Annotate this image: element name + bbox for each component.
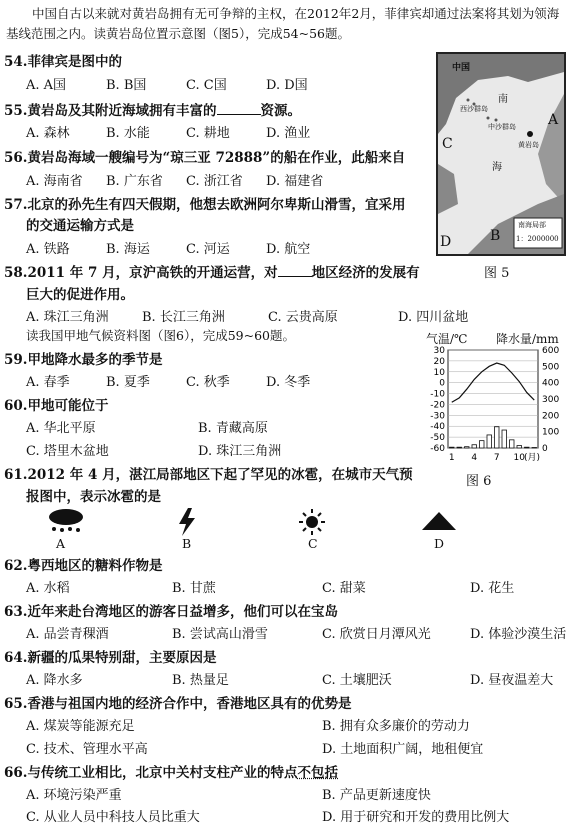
precip-bar	[480, 441, 485, 448]
options-60-row2: C. 塔里木盆地 D. 珠江三角洲	[26, 444, 282, 459]
options-63: A. 品尝青稞酒 B. 尝试高山滑雪 C. 欣赏日月潭风光 D. 体验沙漠生活	[26, 627, 567, 642]
month-tick-label: 1	[448, 453, 455, 463]
precip-bar	[457, 447, 462, 448]
question-58-line2: 巨大的促进作用。	[26, 287, 134, 303]
map-label-china: 中国	[452, 63, 471, 73]
precip-bar	[487, 435, 492, 448]
climate-plot	[418, 344, 574, 470]
month-tick-label: 4	[471, 453, 478, 463]
precip-bar	[495, 427, 500, 448]
precip-tick-label: 100	[542, 427, 560, 438]
options-58: A. 珠江三角洲 B. 长江三角洲 C. 云贵高原 D. 四川盆地	[26, 310, 469, 325]
precip-bar	[450, 447, 455, 448]
question-57-line2: 的交通运输方式是	[26, 218, 134, 234]
temp-tick-label: -30	[430, 411, 445, 422]
precip-tick-label: 0	[542, 444, 548, 454]
question-63: 63.近年来赴台湾地区的游客日益增多，他们可以在宝岛	[4, 604, 338, 620]
temp-tick-label: -40	[430, 422, 445, 433]
question-65: 65.香港与祖国内地的经济合作中，香港地区具有的优势是	[4, 696, 352, 712]
map-label-d: D	[440, 234, 452, 250]
lightning-icon	[176, 508, 198, 536]
options-55: A. 森林 B. 水能 C. 耕地 D. 渔业	[26, 126, 311, 141]
climate-left-title: 气温/℃	[426, 332, 468, 346]
precip-bar	[525, 447, 530, 448]
map-label-a: A	[548, 112, 559, 128]
precip-tick-label: 400	[542, 378, 560, 389]
question-54: 54.菲律宾是图中的	[4, 54, 122, 70]
options-59: A. 春季 B. 夏季 C. 秋季 D. 冬季	[26, 375, 311, 390]
map-label-c: C	[442, 136, 453, 152]
temp-tick-label: -20	[430, 400, 445, 411]
temp-tick-label: 10	[433, 367, 445, 378]
question-61-line2: 报图中，表示冰雹的是	[26, 489, 161, 505]
question-61: 61.2012 年 4 月，湛江局部地区下起了罕见的冰雹，在城市天气预	[4, 467, 413, 483]
intro-paragraph: 中国自古以来就对黄岩岛拥有无可争辩的主权，在2012年2月，菲律宾却通过法案将其划为领海基线范围之内。读黄岩岛位置示意图（图5），完成54~56题。	[6, 6, 560, 41]
month-tick-label: 10	[513, 453, 525, 463]
precip-bar	[465, 447, 470, 448]
temp-tick-label: 0	[439, 378, 445, 389]
icon-label-c: C	[308, 536, 318, 551]
month-tick-label: (月)	[523, 453, 541, 463]
sun-icon	[298, 508, 326, 536]
question-66: 66.与传统工业相比，北京中关村支柱产业的特点不包括	[4, 765, 338, 781]
map-label-zhongsha: 中沙群岛	[488, 123, 516, 131]
options-62: A. 水稻 B. 甘蔗 C. 甜菜 D. 花生	[26, 581, 515, 596]
options-66-row2: C. 从业人员中科技人员比重大 D. 用于研究和开发的费用比例大	[26, 810, 510, 825]
question-64: 64.新疆的瓜果特别甜，主要原因是	[4, 650, 217, 666]
options-57: A. 铁路 B. 海运 C. 河运 D. 航空	[26, 242, 311, 257]
map-scale: 1：2000000	[516, 235, 559, 243]
options-60-row1: A. 华北平原 B. 青藏高原	[26, 421, 268, 436]
temp-tick-label: 30	[433, 346, 445, 356]
icon-label-d: D	[434, 536, 445, 551]
intro-2: 读我国甲地气候资料图（图6），完成59~60题。	[26, 328, 295, 343]
map-label-xisha: 西沙群岛	[460, 105, 488, 113]
options-54: A. A国 B. B国 C. C国 D. D国	[26, 78, 308, 93]
precip-tick-label: 600	[542, 346, 560, 356]
options-65-row1: A. 煤炭等能源充足 B. 拥有众多廉价的劳动力	[26, 719, 470, 734]
temp-tick-label: -50	[430, 433, 445, 444]
icon-label-a: A	[56, 536, 66, 551]
temp-tick-label: -10	[430, 389, 445, 400]
precip-bar	[517, 446, 522, 448]
options-65-row2: C. 技术、管理水平高 D. 土地面积广阔，地租便宜	[26, 742, 484, 757]
precip-tick-label: 300	[542, 395, 560, 405]
map-label-b: B	[490, 228, 501, 244]
precip-tick-label: 500	[542, 362, 560, 373]
question-60: 60.甲地可能位于	[4, 398, 109, 414]
options-56: A. 海南省 B. 广东省 C. 浙江省 D. 福建省	[26, 174, 324, 189]
month-tick-label: 7	[493, 453, 500, 463]
precip-bar	[502, 430, 507, 448]
precip-tick-label: 200	[542, 411, 560, 422]
figure-6-caption: 图 6	[466, 474, 492, 489]
map-label-south: 南	[498, 94, 508, 105]
map-label-sea: 海	[492, 162, 502, 173]
question-59: 59.甲地降水最多的季节是	[4, 352, 163, 368]
hail-cloud-icon	[46, 508, 86, 534]
map-legend-title: 南海局部	[518, 221, 546, 229]
figure-5-caption: 图 5	[484, 266, 510, 281]
climate-right-title: 降水量/mm	[496, 332, 559, 346]
options-66-row1: A. 环境污染严重 B. 产品更新速度快	[26, 788, 431, 803]
precip-bar	[510, 440, 515, 448]
precip-bar	[472, 445, 477, 448]
sandstorm-icon	[422, 512, 456, 530]
question-56: 56.黄岩岛海域一艘编号为“琼三亚 72888”的船在作业，此船来自	[4, 150, 406, 166]
map-label-huangyan: 黄岩岛	[518, 141, 539, 149]
climate-chart	[418, 330, 574, 470]
question-57: 57.北京的孙先生有四天假期，他想去欧洲阿尔卑斯山滑雪，宜采用	[4, 197, 406, 213]
question-62: 62.粤西地区的糖料作物是	[4, 558, 163, 574]
options-64: A. 降水多 B. 热量足 C. 土壤肥沃 D. 昼夜温差大	[26, 673, 554, 688]
temp-tick-label: -60	[430, 444, 445, 454]
question-55: 55.黄岩岛及其附近海域拥有丰富的 资源。	[4, 103, 301, 119]
icon-label-b: B	[182, 536, 192, 551]
huangyan-island-map	[436, 52, 566, 256]
question-58: 58.2011 年 7 月，京沪高铁的开通运营，对 地区经济的发展有	[4, 265, 420, 281]
temp-tick-label: 20	[433, 356, 445, 367]
